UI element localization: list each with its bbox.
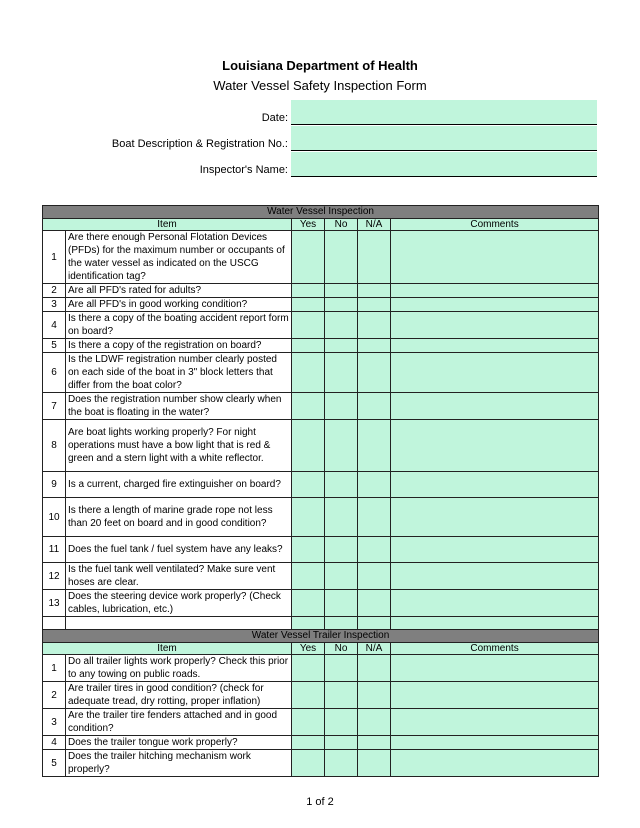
yes-cell[interactable] [292, 709, 325, 736]
na-cell[interactable] [358, 420, 391, 472]
col-yes-header: Yes [292, 643, 325, 655]
no-cell[interactable] [325, 298, 358, 312]
no-cell[interactable] [325, 284, 358, 298]
yes-cell[interactable] [292, 590, 325, 617]
table-row [43, 339, 599, 353]
row-item-text: Is there a copy of the registration on board? [66, 339, 292, 353]
yes-cell[interactable] [292, 284, 325, 298]
na-cell[interactable] [358, 563, 391, 590]
row-number: 12 [43, 563, 66, 590]
comments-cell[interactable] [391, 231, 599, 284]
date-label: Date: [261, 112, 288, 124]
table-row [43, 472, 599, 498]
trailer-section-title: Water Vessel Trailer Inspection [43, 630, 599, 643]
row-item-text: Does the fuel tank / fuel system have any leaks? [66, 537, 292, 563]
boat-description-label: Boat Description & Registration No.: [111, 138, 288, 150]
table-row [43, 231, 599, 284]
table-row [43, 750, 599, 777]
col-na-header: N/A [358, 643, 391, 655]
na-cell[interactable] [358, 590, 391, 617]
yes-cell[interactable] [292, 736, 325, 750]
comments-cell[interactable] [391, 736, 599, 750]
na-cell[interactable] [358, 393, 391, 420]
table-row [43, 393, 599, 420]
comments-cell[interactable] [391, 284, 599, 298]
col-comments-header: Comments [391, 219, 599, 231]
no-cell[interactable] [325, 472, 358, 498]
table-row [43, 498, 599, 537]
row-item-text: Are the trailer tire fenders attached and in good condition? [66, 709, 292, 736]
na-cell[interactable] [358, 709, 391, 736]
date-field[interactable] [291, 100, 597, 125]
na-cell[interactable] [358, 312, 391, 339]
comments-cell[interactable] [391, 393, 599, 420]
comments-cell[interactable] [391, 353, 599, 393]
row-number: 1 [43, 231, 66, 284]
na-cell[interactable] [358, 682, 391, 709]
row-number: 8 [43, 420, 66, 472]
row-number: 2 [43, 284, 66, 298]
no-cell[interactable] [325, 420, 358, 472]
na-cell[interactable] [358, 472, 391, 498]
comments-cell[interactable] [391, 312, 599, 339]
na-cell[interactable] [358, 339, 391, 353]
yes-cell[interactable] [292, 498, 325, 537]
row-number: 3 [43, 709, 66, 736]
comments-cell[interactable] [391, 420, 599, 472]
yes-cell[interactable] [292, 231, 325, 284]
yes-cell[interactable] [292, 312, 325, 339]
boat-description-row [0, 126, 640, 151]
blank-row [43, 617, 599, 630]
row-item-text: Are all PFD's rated for adults? [66, 284, 292, 298]
comments-cell[interactable] [391, 298, 599, 312]
table-row [43, 312, 599, 339]
no-cell[interactable] [325, 563, 358, 590]
org-title: Louisiana Department of Health [222, 58, 418, 73]
table-row [43, 590, 599, 617]
row-number: 6 [43, 353, 66, 393]
no-cell[interactable] [325, 231, 358, 284]
row-number: 1 [43, 655, 66, 682]
no-cell[interactable] [325, 393, 358, 420]
row-number: 2 [43, 682, 66, 709]
comments-cell[interactable] [391, 339, 599, 353]
na-cell[interactable] [358, 498, 391, 537]
row-item-text: Is the fuel tank well ventilated? Make sure vent hoses are clear. [66, 563, 292, 590]
row-number: 4 [43, 312, 66, 339]
yes-cell[interactable] [292, 353, 325, 393]
col-yes-header: Yes [292, 219, 325, 231]
form-title: Water Vessel Safety Inspection Form [213, 78, 427, 93]
col-comments-header: Comments [391, 643, 599, 655]
row-item-text: Are trailer tires in good condition? (check for adequate tread, dry rotting, proper inflation) [66, 682, 292, 709]
comments-cell[interactable] [391, 563, 599, 590]
no-cell[interactable] [325, 709, 358, 736]
row-number: 9 [43, 472, 66, 498]
table-row [43, 682, 599, 709]
comments-cell[interactable] [391, 472, 599, 498]
inspector-name-row [0, 152, 640, 177]
row-number: 3 [43, 298, 66, 312]
row-number: 5 [43, 750, 66, 777]
col-no-header: No [325, 219, 358, 231]
row-number: 11 [43, 537, 66, 563]
na-cell[interactable] [358, 353, 391, 393]
row-number: 7 [43, 393, 66, 420]
yes-cell[interactable] [292, 750, 325, 777]
row-number: 10 [43, 498, 66, 537]
comments-cell[interactable] [391, 537, 599, 563]
row-item-text: Is a current, charged fire extinguisher on board? [66, 472, 292, 498]
row-item-text: Are there enough Personal Flotation Devices (PFDs) for the maximum number or occupants of the water vessel as indicated on the USCG identification tag? [66, 231, 292, 284]
na-cell[interactable] [358, 231, 391, 284]
no-cell[interactable] [325, 498, 358, 537]
no-cell[interactable] [325, 353, 358, 393]
comments-cell[interactable] [391, 709, 599, 736]
table-row [43, 298, 599, 312]
table-row [43, 353, 599, 393]
page-number: 1 of 2 [306, 796, 334, 808]
row-item-text: Are all PFD's in good working condition? [66, 298, 292, 312]
no-cell[interactable] [325, 736, 358, 750]
na-cell[interactable] [358, 537, 391, 563]
row-item-text: Are boat lights working properly? For night operations must have a bow light that is red & green and a stern light with a white reflector. [66, 420, 292, 472]
yes-cell[interactable] [292, 537, 325, 563]
yes-cell[interactable] [292, 420, 325, 472]
table-row [43, 537, 599, 563]
row-item-text: Is there a copy of the boating accident report form on board? [66, 312, 292, 339]
yes-cell[interactable] [292, 682, 325, 709]
comments-cell[interactable] [391, 750, 599, 777]
na-cell[interactable] [358, 284, 391, 298]
row-number: 5 [43, 339, 66, 353]
comments-cell[interactable] [391, 590, 599, 617]
table-row [43, 655, 599, 682]
yes-cell[interactable] [292, 393, 325, 420]
no-cell[interactable] [325, 537, 358, 563]
col-no-header: No [325, 643, 358, 655]
col-item-header: Item [43, 643, 292, 655]
table-row [43, 420, 599, 472]
table-row [43, 563, 599, 590]
no-cell[interactable] [325, 682, 358, 709]
date-row [0, 100, 640, 125]
comments-cell[interactable] [391, 682, 599, 709]
na-cell[interactable] [358, 750, 391, 777]
comments-cell[interactable] [391, 498, 599, 537]
row-item-text: Do all trailer lights work properly? Check this prior to any towing on public roads. [66, 655, 292, 682]
vessel-section-title: Water Vessel Inspection [43, 206, 599, 219]
na-cell[interactable] [358, 298, 391, 312]
no-cell[interactable] [325, 590, 358, 617]
no-cell[interactable] [325, 655, 358, 682]
row-item-text: Does the steering device work properly? (Check cables, lubrication, etc.) [66, 590, 292, 617]
inspector-name-field[interactable] [291, 152, 597, 177]
row-number: 13 [43, 590, 66, 617]
col-na-header: N/A [358, 219, 391, 231]
inspector-name-label: Inspector's Name: [199, 164, 288, 176]
row-item-text: Does the trailer tongue work properly? [66, 736, 292, 750]
na-cell[interactable] [358, 736, 391, 750]
table-row [43, 284, 599, 298]
row-item-text: Does the registration number show clearly when the boat is floating in the water? [66, 393, 292, 420]
row-item-text: Is the LDWF registration number clearly posted on each side of the boat in 3" block letters that differ from the boat color? [66, 353, 292, 393]
table-row [43, 709, 599, 736]
row-item-text: Is there a length of marine grade rope not less than 20 feet on board and in good condition? [66, 498, 292, 537]
yes-cell[interactable] [292, 655, 325, 682]
yes-cell[interactable] [292, 472, 325, 498]
table-row [43, 736, 599, 750]
vessel-inspection-table [42, 205, 599, 777]
comments-cell[interactable] [391, 655, 599, 682]
na-cell[interactable] [358, 655, 391, 682]
no-cell[interactable] [325, 339, 358, 353]
boat-description-field[interactable] [291, 126, 597, 151]
yes-cell[interactable] [292, 298, 325, 312]
yes-cell[interactable] [292, 339, 325, 353]
no-cell[interactable] [325, 750, 358, 777]
row-item-text: Does the trailer hitching mechanism work properly? [66, 750, 292, 777]
no-cell[interactable] [325, 312, 358, 339]
row-number: 4 [43, 736, 66, 750]
col-item-header: Item [43, 219, 292, 231]
yes-cell[interactable] [292, 563, 325, 590]
